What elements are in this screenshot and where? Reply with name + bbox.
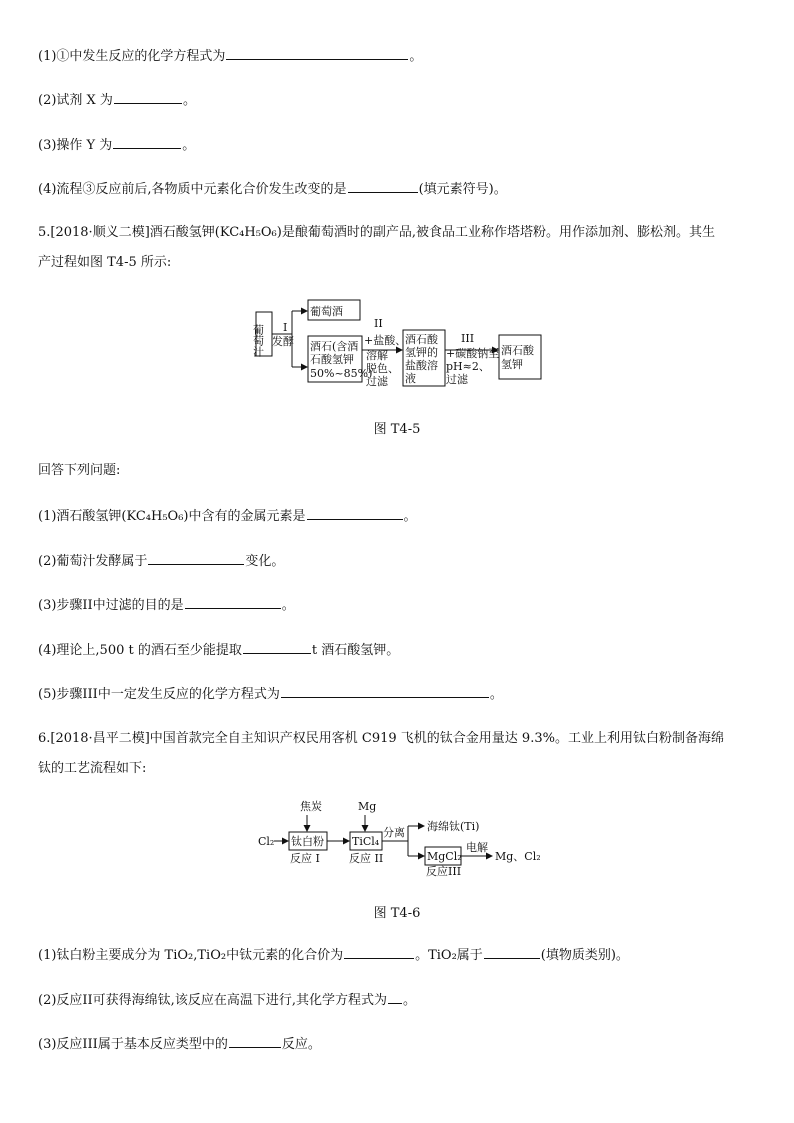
answer-blank[interactable]	[148, 551, 244, 565]
q4-part4-text: (4)流程③反应前后,各物质中元素化合价发生改变的是	[38, 182, 347, 197]
titanium-white-box	[289, 832, 327, 850]
answer-blank[interactable]	[307, 506, 403, 520]
answer-blank[interactable]	[388, 990, 402, 1004]
solution-box	[403, 330, 445, 386]
tartar-label-3: 50%~85%)	[310, 367, 373, 380]
q6-part2	[38, 990, 416, 1010]
q6-part2-text: (2)反应II可获得海绵钛,该反应在高温下进行,其化学方程式为	[38, 993, 387, 1008]
q5-stem-line1: 5.[2018·顺义二模]酒石酸氢钾(KC₄H₅O₆)是酿葡萄酒时的副产品,被食品工业称作塔塔粉。用作添加剂、膨松剂。其生	[38, 225, 715, 240]
q6-part3-end: 反应。	[281, 1037, 321, 1052]
q5-part3	[38, 595, 295, 615]
product-label-2: 氢钾	[501, 358, 523, 371]
step3-label-2: pH≈2、	[446, 360, 490, 373]
products-label: Mg、Cl₂	[495, 850, 541, 863]
q5-part5	[38, 684, 503, 704]
ticl4-label: TiCl₄	[352, 835, 380, 848]
reaction2-label: 反应 II	[349, 852, 384, 865]
solution-label-3: 盐酸溶	[405, 359, 438, 372]
q5-part1-end: 。	[403, 509, 417, 524]
q6-part2-end: 。	[402, 993, 416, 1008]
q5-stem-line2: 产过程如图 T4-5 所示:	[38, 255, 172, 270]
q4-part2-text: (2)试剂 X 为	[38, 93, 113, 108]
answer-blank[interactable]	[229, 1034, 281, 1048]
q4-part2	[38, 90, 196, 110]
cl2-input-label: Cl₂	[258, 835, 275, 848]
answer-blank[interactable]	[344, 945, 414, 959]
solution-label-4: 液	[405, 372, 416, 385]
wine-box	[308, 300, 360, 320]
answer-blank[interactable]	[281, 684, 489, 698]
step2-roman: II	[374, 317, 383, 330]
q4-part3	[38, 135, 195, 155]
q5-part4	[38, 640, 399, 660]
answer-blank[interactable]	[114, 90, 182, 104]
q4-part3-text: (3)操作 Y 为	[38, 138, 113, 153]
mgcl2-box	[425, 847, 461, 865]
q5-answer-lead: 回答下列问题:	[38, 463, 121, 478]
reaction3-label: 反应III	[426, 865, 462, 878]
q4-part4	[38, 179, 507, 199]
separate-label: 分离	[383, 826, 405, 839]
tartar-box	[308, 336, 362, 382]
q6-stem-line2: 钛的工艺流程如下:	[38, 761, 147, 776]
q5-part3-end: 。	[281, 598, 295, 613]
tartar-label-1: 酒石(含酒	[310, 340, 359, 353]
product-box	[499, 335, 541, 379]
mgcl2-label: MgCl₂	[427, 850, 462, 863]
titanium-white-label: 钛白粉	[291, 835, 324, 848]
step3-label-3: 过滤	[446, 373, 468, 386]
q5-part4-text: (4)理论上,500 t 的酒石至少能提取	[38, 643, 242, 658]
q6-stem-line1: 6.[2018·昌平二模]中国首款完全自主知识产权民用客机 C919 飞机的钛合金用量达 9.3%。工业上利用钛白粉制备海绵	[38, 731, 724, 746]
q5-part1-text: (1)酒石酸氢钾(KC₄H₅O₆)中含有的金属元素是	[38, 509, 306, 524]
q5-part2-text: (2)葡萄汁发酵属于	[38, 554, 148, 569]
step1-label: 发酵	[272, 335, 294, 348]
flowchart-t4-5	[252, 300, 542, 388]
q5-part3-text: (3)步骤II中过滤的目的是	[38, 598, 184, 613]
step3-roman: III	[461, 332, 475, 345]
q6-part3	[38, 1034, 321, 1054]
q4-part3-end: 。	[182, 138, 196, 153]
q4-part2-end: 。	[182, 93, 196, 108]
answer-blank[interactable]	[185, 595, 281, 609]
q6-part1-mid: 。TiO₂属于	[415, 948, 483, 963]
q4-part1-end: 。	[409, 49, 423, 64]
answer-blank[interactable]	[348, 179, 418, 193]
answer-blank[interactable]	[243, 640, 311, 654]
figure-caption-t4-5: 图 T4-5	[373, 422, 421, 437]
q4-part4-end: (填元素符号)。	[418, 182, 507, 197]
q5-part2	[38, 551, 284, 571]
step2-label-4: 过滤	[366, 375, 388, 388]
step3-label-1: +碳酸钠至	[446, 347, 500, 360]
q6-part1-text: (1)钛白粉主要成分为 TiO₂,TiO₂中钛元素的化合价为	[38, 948, 344, 963]
grape-juice-box	[256, 312, 272, 356]
grape-juice-label: 葡萄汁	[251, 324, 265, 357]
q5-part4-end: t 酒石酸氢钾。	[311, 643, 400, 658]
q5-part1	[38, 506, 417, 526]
step2-label-3: 脱色、	[366, 362, 399, 375]
q6-part1	[38, 945, 629, 965]
solution-label-1: 酒石酸	[405, 333, 438, 346]
q6-part1-end: (填物质类别)。	[540, 948, 629, 963]
q6-part3-text: (3)反应III属于基本反应类型中的	[38, 1037, 228, 1052]
answer-blank[interactable]	[484, 945, 540, 959]
q5-part2-end: 变化。	[245, 554, 285, 569]
product-label-1: 酒石酸	[501, 344, 534, 357]
coke-label: 焦炭	[300, 800, 322, 813]
figure-caption-t4-6: 图 T4-6	[373, 906, 421, 921]
ticl4-box	[350, 832, 382, 850]
electrolysis-label: 电解	[466, 841, 488, 854]
tartar-label-2: 石酸氢钾	[310, 353, 354, 366]
sponge-ti-label: 海绵钛(Ti)	[427, 820, 480, 833]
q5-part5-text: (5)步骤III中一定发生反应的化学方程式为	[38, 687, 280, 702]
q4-part1-text: (1)①中发生反应的化学方程式为	[38, 49, 226, 64]
step1-roman: I	[283, 321, 288, 334]
flowchart-t4-6	[258, 799, 541, 878]
answer-blank[interactable]	[226, 46, 408, 60]
q5-part5-end: 。	[489, 687, 503, 702]
reaction1-label: 反应 I	[290, 852, 320, 865]
q4-part1	[38, 46, 422, 66]
step2-label-1: +盐酸、	[364, 334, 407, 347]
mg-input-label: Mg	[358, 800, 377, 813]
step2-label-2: 溶解	[366, 349, 388, 362]
wine-label: 葡萄酒	[310, 305, 343, 318]
solution-label-2: 氢钾的	[405, 346, 438, 359]
answer-blank[interactable]	[113, 135, 181, 149]
